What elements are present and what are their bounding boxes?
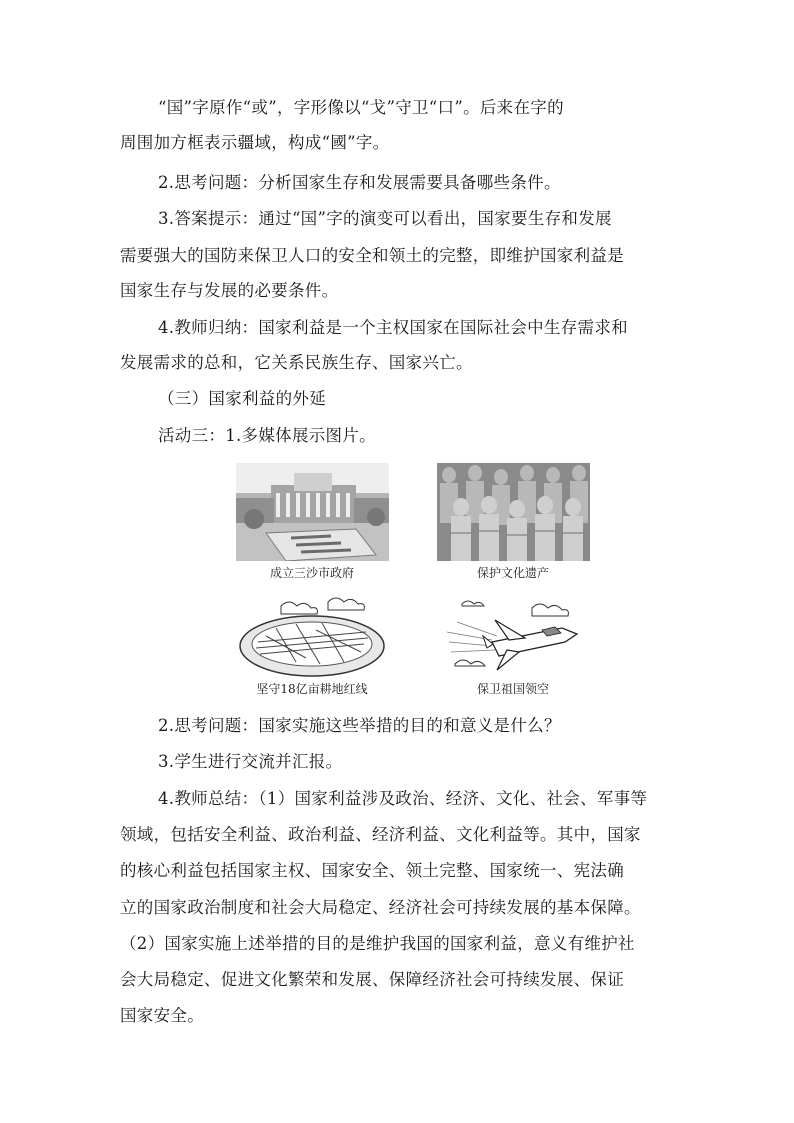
figure-caption: 成立三沙市政府 [269, 566, 354, 580]
fighter-jet-illustration [437, 592, 590, 680]
figure-caption: 保护文化遗产 [476, 566, 549, 580]
paragraph-line: 的核心利益包括国家主权、国家安全、领土完整、国家统一、宪法确 [120, 861, 624, 880]
paragraph-line: 会大局稳定、促进文化繁荣和发展、保障经济社会可持续发展、保证 [120, 970, 624, 989]
paragraph-line: 立的国家政治制度和社会大局稳定、经济社会可持续发展的基本保障。 [120, 898, 641, 917]
paragraph-line: 3.学生进行交流并汇报。 [158, 752, 343, 771]
paragraph-line: （2）国家实施上述举措的目的是维护我国的国家利益，意义有维护社 [120, 934, 635, 953]
paragraph-line: 周围加方框表示疆域，构成“國”字。 [120, 133, 390, 152]
paragraph-line: 领域，包括安全利益、政治利益、经济利益、文化利益等。其中，国家 [120, 825, 641, 844]
paragraph-line: 3.答案提示：通过“国”字的演变可以看出，国家要生存和发展 [158, 209, 612, 228]
section-heading: （三）国家利益的外延 [158, 389, 326, 408]
figure-caption: 坚守18亿亩耕地红线 [256, 682, 368, 696]
paragraph-line: 需要强大的国防来保卫人口的安全和领土的完整，即维护国家利益是 [120, 246, 624, 265]
paragraph-line: 发展需求的总和，它关系民族生存、国家兴亡。 [120, 353, 473, 372]
paragraph-line: 2.思考问题：分析国家生存和发展需要具备哪些条件。 [158, 173, 561, 192]
paragraph-line: 2.思考问题：国家实施这些举措的目的和意义是什么？ [158, 716, 561, 735]
paragraph-line: 国家安全。 [120, 1006, 204, 1025]
paragraph-line: 4.教师总结：（1）国家利益涉及政治、经济、文化、社会、军事等 [158, 789, 648, 808]
terracotta-warriors-photo [437, 463, 590, 561]
paragraph-line: “国”字原作“或”，字形像以“戈”守卫“口”。后来在字的 [158, 98, 564, 117]
farmland-illustration [236, 592, 389, 680]
government-building-photo [236, 463, 389, 561]
paragraph-line: 4.教师归纳：国家利益是一个主权国家在国际社会中生存需求和 [158, 318, 628, 337]
paragraph-line: 国家生存与发展的必要条件。 [120, 281, 339, 300]
activity-heading: 活动三：1.多媒体展示图片。 [158, 426, 376, 445]
figure-caption: 保卫祖国领空 [476, 682, 549, 696]
